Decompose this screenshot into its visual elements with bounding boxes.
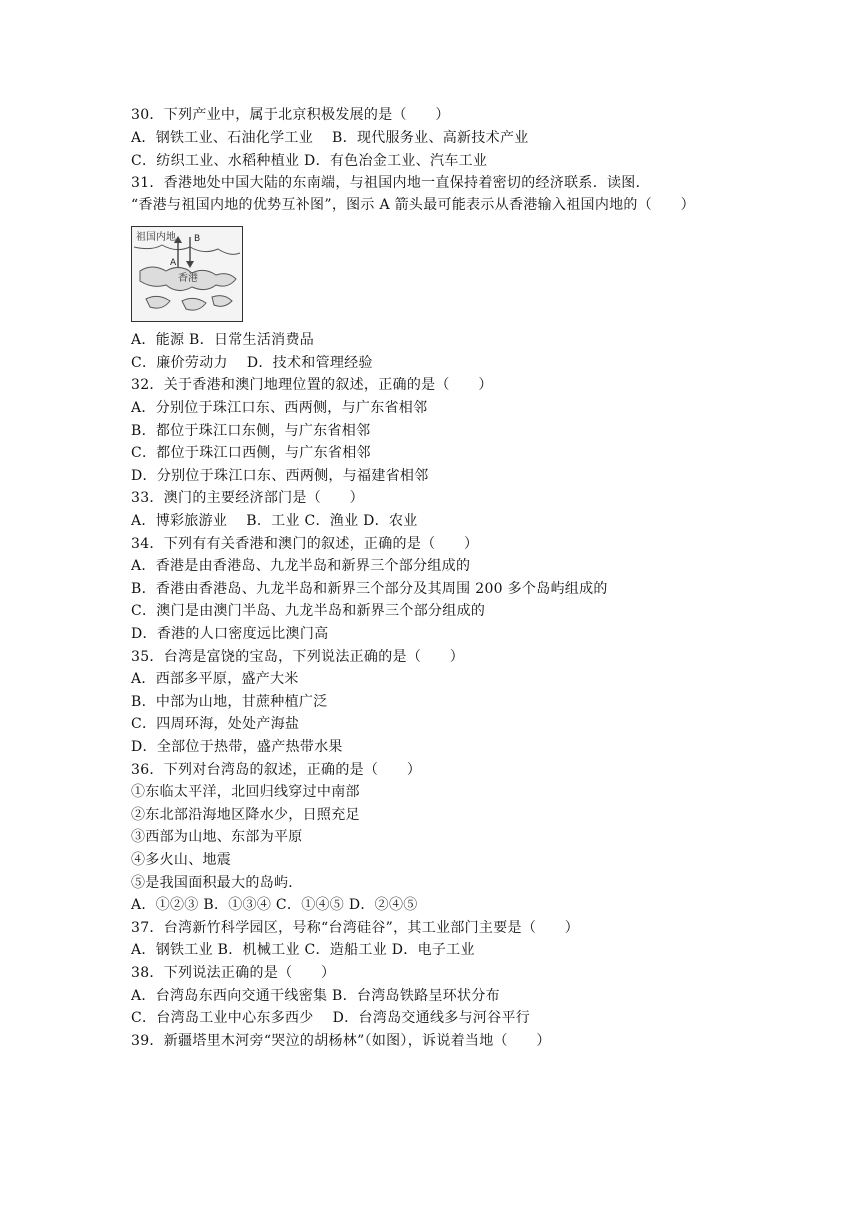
question-39-stem: 39．新疆塔里木河旁“哭泣的胡杨林”（如图），诉说着当地（ ） bbox=[131, 1033, 551, 1049]
question-32-option-d: D．分别位于珠江口东、西两侧，与福建省相邻 bbox=[131, 468, 429, 484]
question-38-options-cd: C．台湾岛工业中心东多西少 D．台湾岛交通线多与河谷平行 bbox=[131, 1010, 531, 1026]
question-31-stem-cont: “香港与祖国内地的优势互补图”，图示 A 箭头最可能表示从香港输入祖国内地的（ ） bbox=[131, 197, 695, 213]
question-36-statement-2: ②东北部沿海地区降水少，日照充足 bbox=[131, 807, 360, 823]
question-30-options-ab: A．钢铁工业、石油化学工业 B．现代服务业、高新技术产业 bbox=[131, 130, 529, 146]
question-30-options-cd: C．纺织工业、水稻种植业 D．有色冶金工业、汽车工业 bbox=[131, 153, 488, 169]
question-36-statement-3: ③西部为山地、东部为平原 bbox=[131, 829, 303, 845]
question-35-stem: 35．台湾是富饶的宝岛，下列说法正确的是（ ） bbox=[131, 649, 465, 665]
question-35-option-b: B．中部为山地，甘蔗种植广泛 bbox=[131, 694, 328, 710]
question-34-option-b: B．香港由香港岛、九龙半岛和新界三个部分及其周围 200 多个岛屿组成的 bbox=[131, 581, 608, 597]
question-32-option-a: A．分别位于珠江口东、西两侧，与广东省相邻 bbox=[131, 400, 428, 416]
question-38-options-ab: A．台湾岛东西向交通干线密集 B．台湾岛铁路呈环状分布 bbox=[131, 988, 500, 1004]
question-38-stem: 38．下列说法正确的是（ ） bbox=[131, 965, 336, 981]
question-37-options: A．钢铁工业 B．机械工业 C．造船工业 D．电子工业 bbox=[131, 942, 475, 958]
question-34-stem: 34．下列有有关香港和澳门的叙述，正确的是（ ） bbox=[131, 536, 479, 552]
map-label-mainland: 祖国内地 bbox=[136, 232, 176, 243]
question-35-option-c: C．四周环海，处处产海盐 bbox=[131, 716, 300, 732]
question-36-stem: 36．下列对台湾岛的叙述，正确的是（ ） bbox=[131, 762, 422, 778]
question-31-options-ab: A．能源 B．日常生活消费品 bbox=[131, 332, 315, 348]
map-arrow-a-label: A bbox=[170, 258, 177, 268]
question-36-options: A．①②③ B．①③④ C．①④⑤ D．②④⑤ bbox=[131, 897, 418, 913]
question-34-option-d: D．香港的人口密度远比澳门高 bbox=[131, 626, 329, 642]
hongkong-mainland-map-figure bbox=[131, 226, 243, 322]
question-32-option-b: B．都位于珠江口东侧，与广东省相邻 bbox=[131, 423, 371, 439]
question-34-option-c: C．澳门是由澳门半岛、九龙半岛和新界三个部分组成的 bbox=[131, 603, 486, 619]
map-label-hongkong: 香港 bbox=[178, 273, 198, 284]
question-33-options: A．博彩旅游业 B．工业 C．渔业 D．农业 bbox=[131, 513, 418, 529]
question-37-stem: 37．台湾新竹科学园区，号称“台湾硅谷”，其工业部门主要是（ ） bbox=[131, 920, 580, 936]
question-36-statement-1: ①东临太平洋，北回归线穿过中南部 bbox=[131, 784, 360, 800]
map-arrow-b-label: B bbox=[194, 234, 201, 244]
question-33-stem: 33．澳门的主要经济部门是（ ） bbox=[131, 490, 364, 506]
question-36-statement-4: ④多火山、地震 bbox=[131, 852, 232, 868]
question-31-options-cd: C．廉价劳动力 D．技术和管理经验 bbox=[131, 355, 373, 371]
question-36-statement-5: ⑤是我国面积最大的岛屿． bbox=[131, 875, 303, 891]
question-30-stem: 30．下列产业中，属于北京积极发展的是（ ） bbox=[131, 107, 450, 123]
question-32-stem: 32．关于香港和澳门地理位置的叙述，正确的是（ ） bbox=[131, 377, 493, 393]
question-35-option-d: D．全部位于热带，盛产热带水果 bbox=[131, 739, 343, 755]
question-31-stem: 31．香港地处中国大陆的东南端，与祖国内地一直保持着密切的经济联系．读图． bbox=[131, 175, 650, 191]
question-32-option-c: C．都位于珠江口西侧，与广东省相邻 bbox=[131, 445, 371, 461]
question-35-option-a: A．西部多平原，盛产大米 bbox=[131, 671, 299, 687]
question-34-option-a: A．香港是由香港岛、九龙半岛和新界三个部分组成的 bbox=[131, 558, 471, 574]
